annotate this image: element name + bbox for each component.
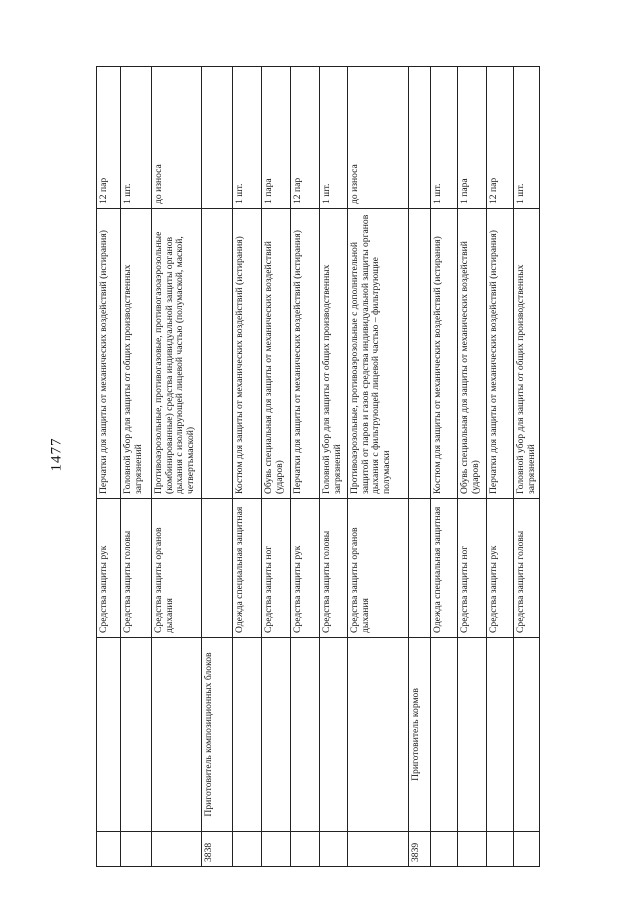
issue-norm-cell: 1 шт. bbox=[431, 67, 458, 209]
issue-norm-cell: 1 шт. bbox=[233, 67, 262, 209]
item-number-cell bbox=[487, 832, 514, 867]
issue-norm-cell: 1 пара bbox=[458, 67, 487, 209]
item-number-cell: 3838 bbox=[202, 832, 233, 867]
item-number-cell: 3839 bbox=[409, 832, 431, 867]
ppe-category-cell: Средства защиты органов дыхания bbox=[152, 499, 202, 638]
ppe-item-cell: Головной убор для защиты от общих производственных загрязнений bbox=[320, 209, 348, 499]
ppe-item-cell: Костюм для защиты от механических воздействий (истирания) bbox=[233, 209, 262, 499]
ppe-category-cell: Средства защиты рук bbox=[487, 499, 514, 638]
item-number-cell bbox=[97, 832, 121, 867]
table-row bbox=[233, 67, 262, 867]
ppe-category-cell: Средства защиты рук bbox=[97, 499, 121, 638]
ppe-item-cell: Костюм для защиты от механических воздействий (истирания) bbox=[431, 209, 458, 499]
issue-norm-cell: 12 пар bbox=[487, 67, 514, 209]
table-row bbox=[348, 67, 409, 867]
table-row bbox=[458, 67, 487, 867]
item-number-cell bbox=[431, 832, 458, 867]
table-row bbox=[487, 67, 514, 867]
ppe-category-cell: Средства защиты органов дыхания bbox=[348, 499, 409, 638]
table-row bbox=[514, 67, 540, 867]
profession-cell bbox=[348, 638, 409, 832]
rotated-page-frame bbox=[96, 67, 537, 867]
issue-norm-cell: до износа bbox=[152, 67, 202, 209]
rotated-table-container bbox=[96, 67, 537, 867]
ppe-category-cell: Средства защиты головы bbox=[121, 499, 152, 638]
table-row bbox=[291, 67, 320, 867]
issue-norm-cell: 1 пара bbox=[262, 67, 291, 209]
ppe-item-cell: Обувь специальная для защиты от механических воздействий (ударов) bbox=[458, 209, 487, 499]
table-row bbox=[202, 67, 233, 867]
profession-cell bbox=[431, 638, 458, 832]
profession-cell bbox=[320, 638, 348, 832]
page-number: 1477 bbox=[48, 437, 65, 472]
item-number-cell bbox=[514, 832, 540, 867]
item-number-cell bbox=[348, 832, 409, 867]
item-number-cell bbox=[121, 832, 152, 867]
ppe-item-cell: Противоаэрозольные, противогазовые, противогазоаэрозольные (комбинированные) средства индивидуальной защиты органов дыхания с изолирующей лицевой частью (полумаской, маской, четвертьмаской) bbox=[152, 209, 202, 499]
ppe-item-cell: Перчатки для защиты от механических воздействий (истирания) bbox=[291, 209, 320, 499]
ppe-item-cell bbox=[202, 209, 233, 499]
item-number-cell bbox=[320, 832, 348, 867]
ppe-category-cell bbox=[409, 499, 431, 638]
issue-norm-cell: 12 пар bbox=[97, 67, 121, 209]
table-row bbox=[431, 67, 458, 867]
profession-cell bbox=[458, 638, 487, 832]
table-row bbox=[152, 67, 202, 867]
item-number-cell bbox=[458, 832, 487, 867]
ppe-category-cell: Средства защиты ног bbox=[458, 499, 487, 638]
table-row bbox=[320, 67, 348, 867]
issue-norm-cell bbox=[409, 67, 431, 209]
ppe-category-cell: Средства защиты рук bbox=[291, 499, 320, 638]
profession-cell bbox=[514, 638, 540, 832]
ppe-category-cell: Средства защиты головы bbox=[514, 499, 540, 638]
profession-cell: Приготовитель композиционных блоков bbox=[202, 638, 233, 832]
table-row bbox=[97, 67, 121, 867]
issue-norm-cell: 1 шт. bbox=[514, 67, 540, 209]
ppe-item-cell: Перчатки для защиты от механических воздействий (истирания) bbox=[487, 209, 514, 499]
table-body bbox=[97, 67, 540, 867]
ppe-category-cell: Средства защиты ног bbox=[262, 499, 291, 638]
ppe-category-cell: Одежда специальная защитная bbox=[431, 499, 458, 638]
ppe-item-cell: Обувь специальная для защиты от механических воздействий (ударов) bbox=[262, 209, 291, 499]
ppe-item-cell: Головной убор для защиты от общих производственных загрязнений bbox=[121, 209, 152, 499]
profession-cell bbox=[487, 638, 514, 832]
ppe-category-cell bbox=[202, 499, 233, 638]
issue-norm-cell: 1 шт. bbox=[320, 67, 348, 209]
item-number-cell bbox=[291, 832, 320, 867]
issue-norm-cell: до износа bbox=[348, 67, 409, 209]
ppe-category-cell: Средства защиты головы bbox=[320, 499, 348, 638]
ppe-item-cell: Противоаэрозольные, противоаэрозольные с дополнительной защитой от паров и газов средства индивидуальной защиты органов дыхания с фильтрующей лицевой частью – фильтрующие полумаски bbox=[348, 209, 409, 499]
item-number-cell bbox=[233, 832, 262, 867]
table-row bbox=[121, 67, 152, 867]
issue-norm-cell bbox=[202, 67, 233, 209]
profession-cell bbox=[97, 638, 121, 832]
ppe-category-cell: Одежда специальная защитная bbox=[233, 499, 262, 638]
ppe-item-cell bbox=[409, 209, 431, 499]
issue-norm-cell: 12 пар bbox=[291, 67, 320, 209]
issue-norm-cell: 1 шт. bbox=[121, 67, 152, 209]
profession-cell: Приготовитель кормов bbox=[409, 638, 431, 832]
profession-cell bbox=[291, 638, 320, 832]
table-row bbox=[262, 67, 291, 867]
table-row bbox=[409, 67, 431, 867]
profession-cell bbox=[262, 638, 291, 832]
item-number-cell bbox=[262, 832, 291, 867]
ppe-item-cell: Перчатки для защиты от механических воздействий (истирания) bbox=[97, 209, 121, 499]
item-number-cell bbox=[152, 832, 202, 867]
profession-cell bbox=[152, 638, 202, 832]
profession-cell bbox=[233, 638, 262, 832]
ppe-norms-table bbox=[96, 66, 540, 867]
profession-cell bbox=[121, 638, 152, 832]
ppe-item-cell: Головной убор для защиты от общих производственных загрязнений bbox=[514, 209, 540, 499]
